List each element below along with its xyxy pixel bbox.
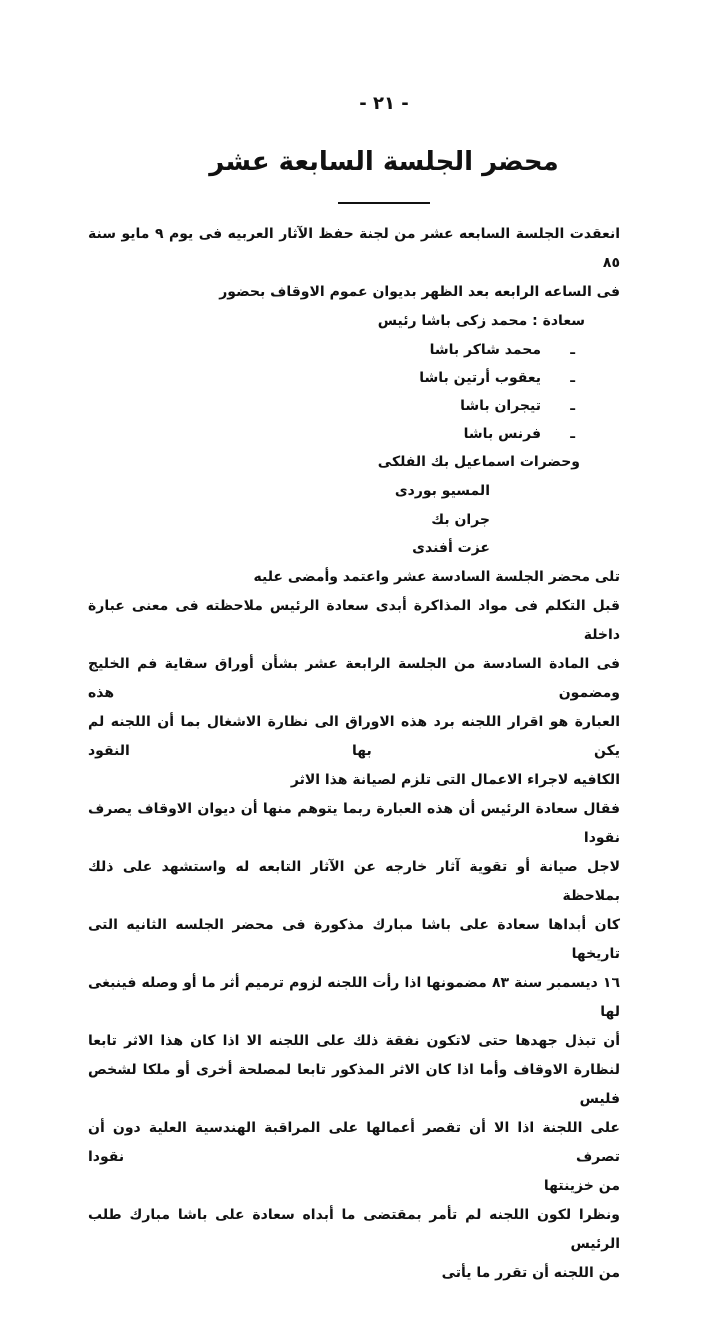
body-line: لنظارة الاوقاف وأما اذا كان الاثر المذكور تابعا لمصلحة أخرى أو ملكا لشخص فليس: [88, 1061, 620, 1107]
opening-line-1: انعقدت الجلسة السابعه عشر من لجنة حفظ الآثار العربيه فى يوم ٩ مايو سنة ٨٥: [88, 226, 621, 271]
body-line: أن تبذل جهدها حتى لاتكون نفقة ذلك على اللجنه الا اذا كان هذا الاثر تابعا: [88, 1032, 620, 1049]
attendees-intro: وحضرات اسماعيل بك الفلكى: [377, 454, 580, 470]
president-line: سعادة : محمد زكى باشا رئيس: [377, 313, 585, 329]
body-line: قبل التكلم فى مواد المذاكرة أبدى سعادة الرئيس ملاحظته فى معنى عبارة داخلة: [88, 597, 620, 643]
member-item: [88, 392, 620, 420]
minutes-body: [88, 563, 620, 1288]
attendees-list: [88, 477, 620, 563]
body-line: الكافيه لاجراء الاعمال التى تلزم لصيانة هذا الاثر: [290, 771, 620, 788]
member-item: [88, 364, 620, 392]
body-line: لاجل صيانة أو تقوية آثار خارجه عن الآثار التابعه له واستشهد على ذلك بملاحظة: [88, 858, 620, 904]
body-line: ونظرا لكون اللجنه لم تأمر بمقتضى ما أبداه سعادة على باشا مبارك طلب الرئيس: [88, 1206, 620, 1252]
opening-line-2: فى الساعه الرابعه بعد الظهر بديوان عموم الاوقاف بحضور: [219, 284, 620, 300]
body-line: العبارة هو اقرار اللجنه برد هذه الاوراق الى نظارة الاشغال بما أن اللجنه لم يكن بها النقود: [88, 713, 620, 759]
member-name: تيجران باشا: [460, 398, 541, 414]
member-name: فرنس باشا: [463, 426, 541, 442]
attendee-item: عزت أفندى: [412, 540, 490, 556]
body-line: من خزينتها: [543, 1177, 620, 1194]
page-title: محضر الجلسة السابعة عشر: [209, 147, 559, 177]
body-line: تلى محضر الجلسة السادسة عشر واعتمد وأمضى عليه: [253, 568, 620, 585]
member-name: يعقوب أرتين باشا: [419, 370, 541, 386]
title-divider: [338, 202, 430, 204]
attendee-item: المسيو بوردى: [394, 483, 490, 499]
body-line: على اللجنة اذا الا أن تقصر أعمالها على المراقبة الهندسية العلية دون أن تصرف نقودا: [88, 1119, 620, 1165]
body-line: فى المادة السادسة من الجلسة الرابعة عشر بشأن أوراق سقاية فم الخليج ومضمون هذه: [88, 655, 620, 701]
members-list: [88, 336, 620, 448]
body-line: ١٦ ديسمبر سنة ٨٣ مضمونها اذا رأت اللجنه لزوم ترميم أثر ما أو وصله فينبغى لها: [88, 974, 621, 1020]
attendee-item: جران بك: [431, 511, 490, 528]
member-dash: ـ: [570, 426, 575, 442]
body-line: من اللجنه أن تقرر ما يأتى: [441, 1264, 620, 1281]
body-line: فقال سعادة الرئيس أن هذه العبارة ربما يتوهم منها أن ديوان الاوقاف يصرف نقودا: [88, 800, 620, 846]
member-dash: ـ: [570, 398, 575, 414]
body-line: كان أبداها سعادة على باشا مبارك مذكورة فى محضر الجلسه الثانيه التى تاريخها: [88, 916, 620, 962]
member-item: [88, 420, 620, 448]
page-number: - ٢١ -: [359, 93, 409, 114]
member-dash: ـ: [570, 342, 575, 358]
member-name: محمد شاكر باشا: [429, 342, 541, 358]
member-dash: ـ: [570, 370, 575, 386]
member-item: [88, 336, 620, 364]
